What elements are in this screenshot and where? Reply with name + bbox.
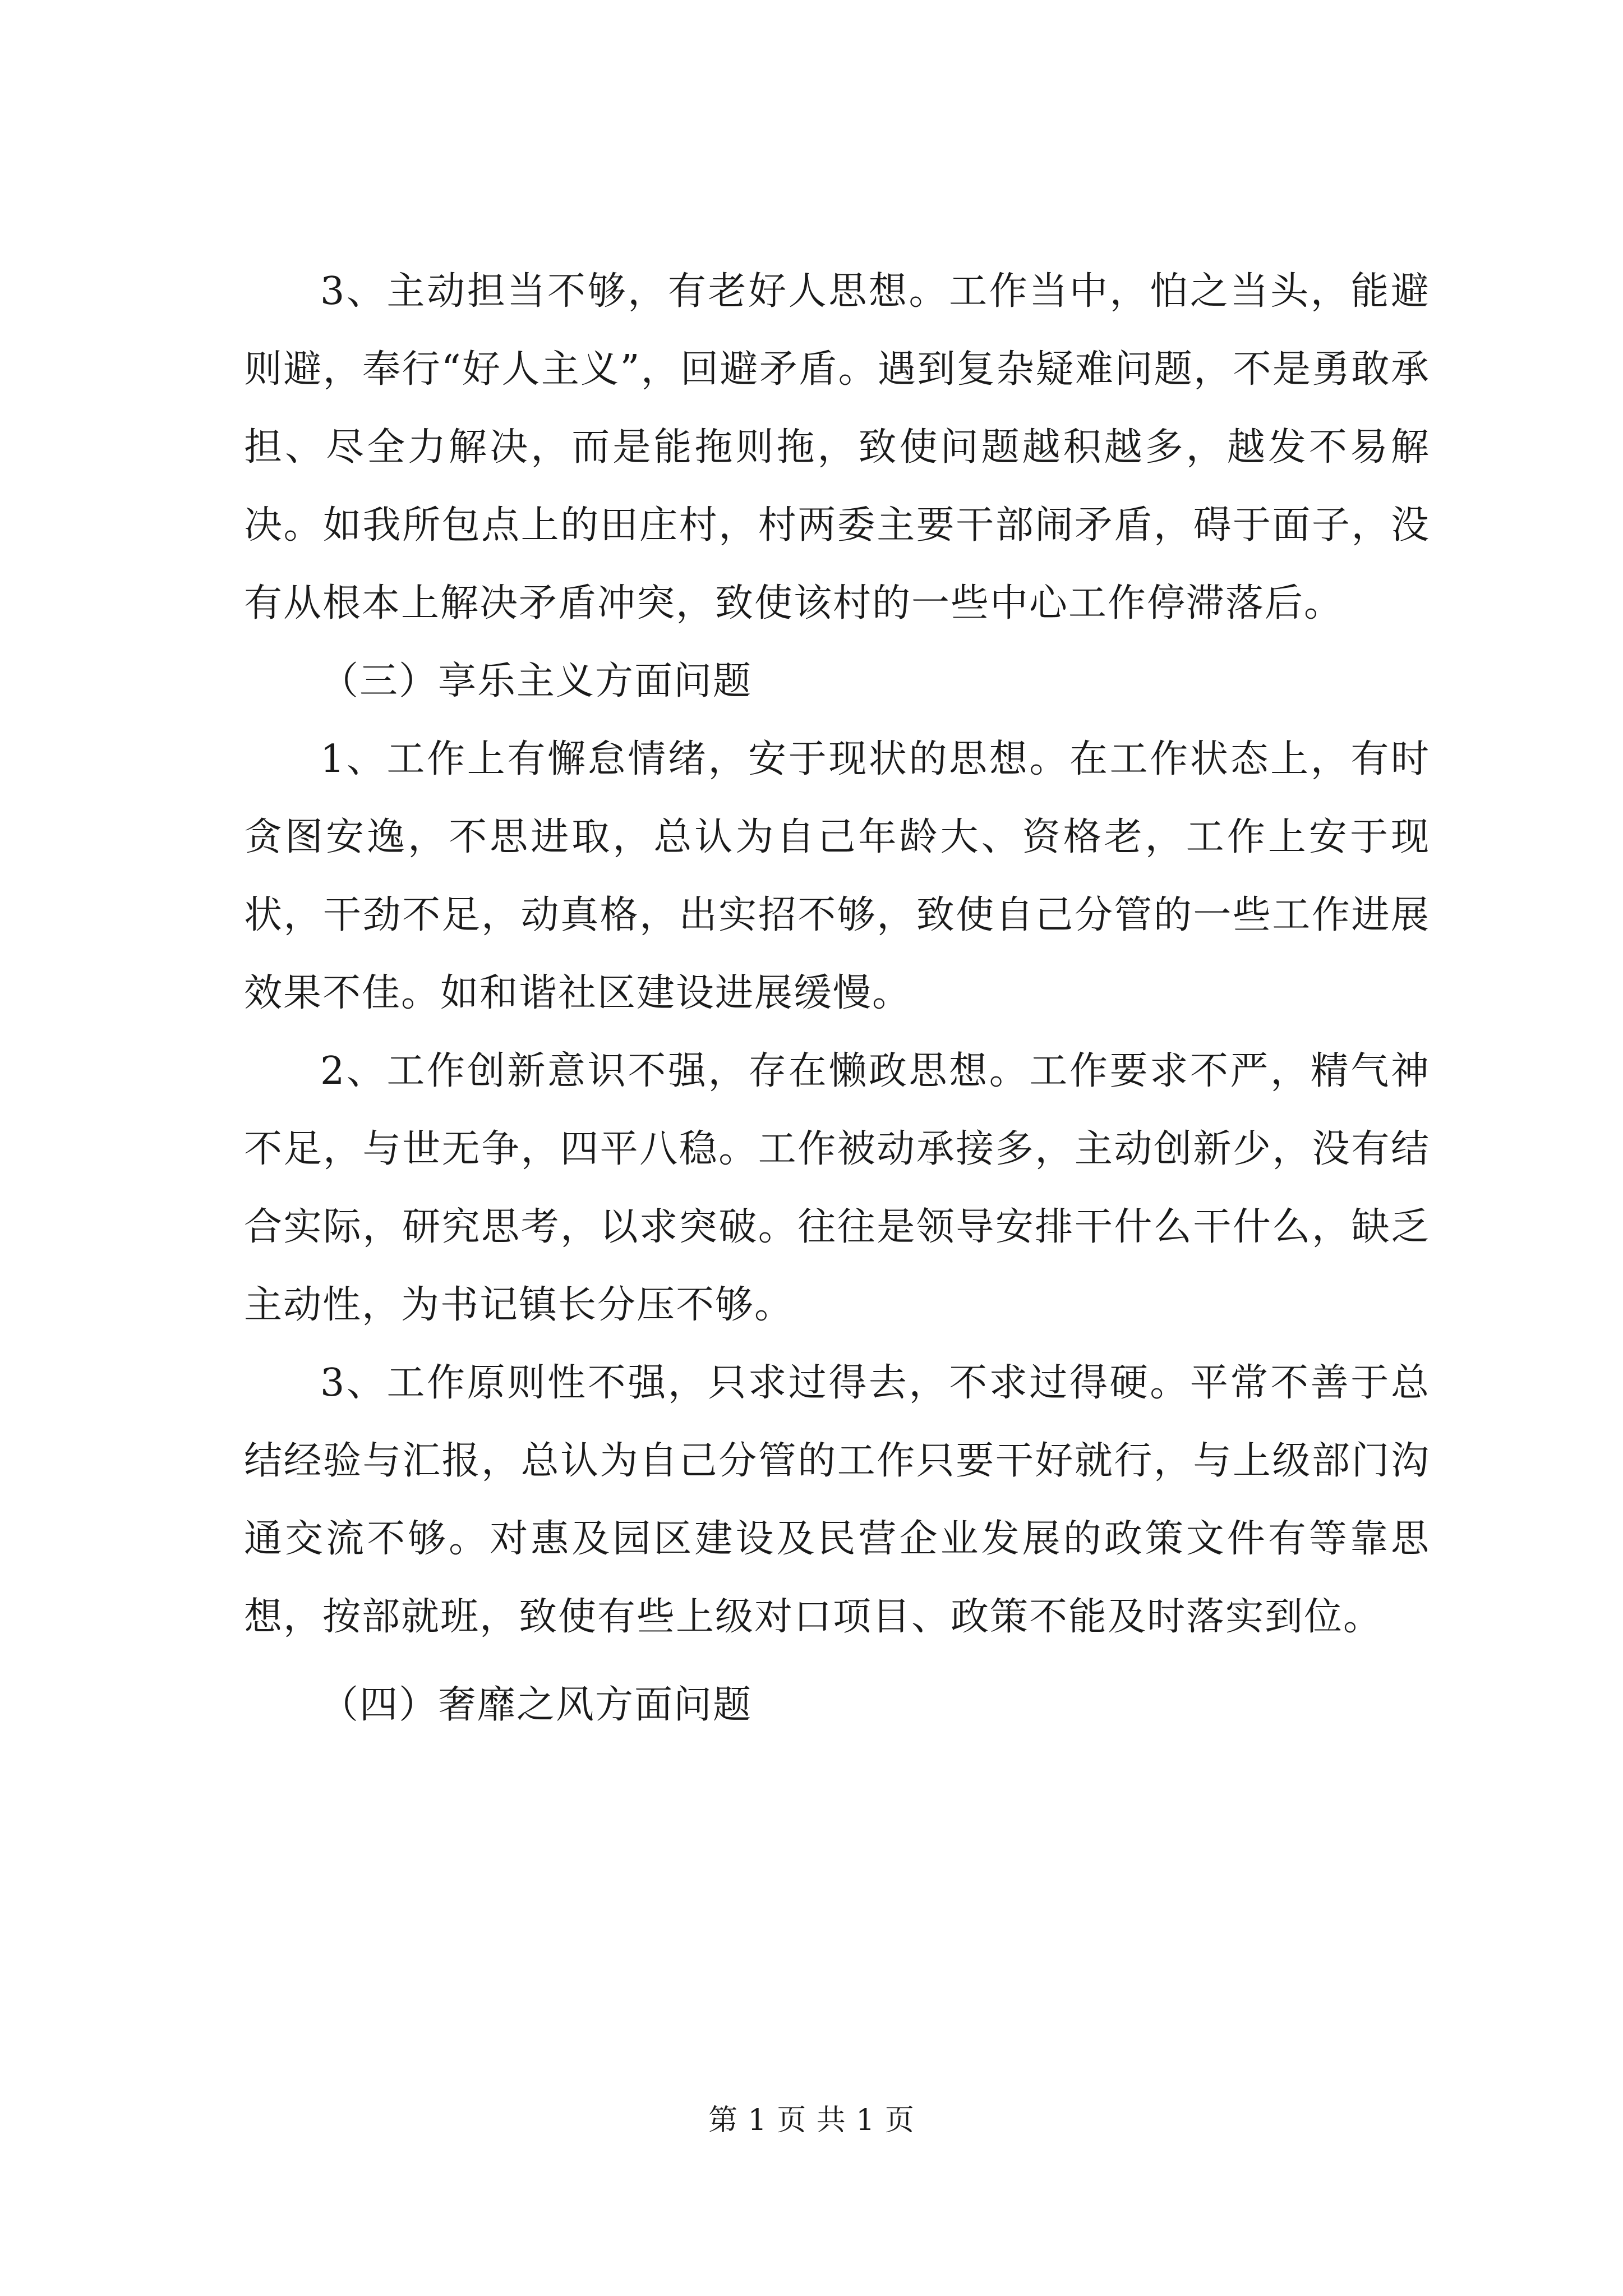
paragraph-initiative: 3、主动担当不够，有老好人思想。工作当中，怕之当头，能避则避，奉行“好人主义”，回避矛盾。遇到复杂疑难问题，不是勇敢承担、尽全力解决，而是能拖则拖，致使问题越积越多，越发不易解决。如我所包点上的田庄村，村两委主要干部闹矛盾，碍于面子，没有从根本上解决矛盾冲突，致使该村的一些中心工作停滞落后。 <box>244 269 1430 625</box>
page-footer: 第 1 页 共 1 页 <box>708 2104 915 2137</box>
section-heading-hedonism: （三）享乐主义方面问题 <box>320 659 753 703</box>
document-body <box>244 252 1430 1744</box>
paragraph-principle: 3、工作原则性不强，只求过得去，不求过得硬。平常不善于总结经验与汇报，总认为自己分管的工作只要干好就行，与上级部门沟通交流不够。对惠及园区建设及民营企业发展的政策文件有等靠思想，按部就班，致使有些上级对口项目、政策不能及时落实到位。 <box>244 1361 1430 1639</box>
paragraph-innovation: 2、工作创新意识不强，存在懒政思想。工作要求不严，精气神不足，与世无争，四平八稳。工作被动承接多，主动创新少，没有结合实际，研究思考，以求突破。往往是领导安排干什么干什么，缺乏主动性，为书记镇长分压不够。 <box>244 1049 1430 1327</box>
paragraph-slack: 1、工作上有懈怠情绪，安于现状的思想。在工作状态上，有时贪图安逸，不思进取，总认为自己年龄大、资格老，工作上安于现状，干劲不足，动真格，出实招不够，致使自己分管的一些工作进展效果不佳。如和谐社区建设进展缓慢。 <box>244 737 1430 1015</box>
section-heading-extravagance: （四）奢靡之风方面问题 <box>320 1683 753 1727</box>
